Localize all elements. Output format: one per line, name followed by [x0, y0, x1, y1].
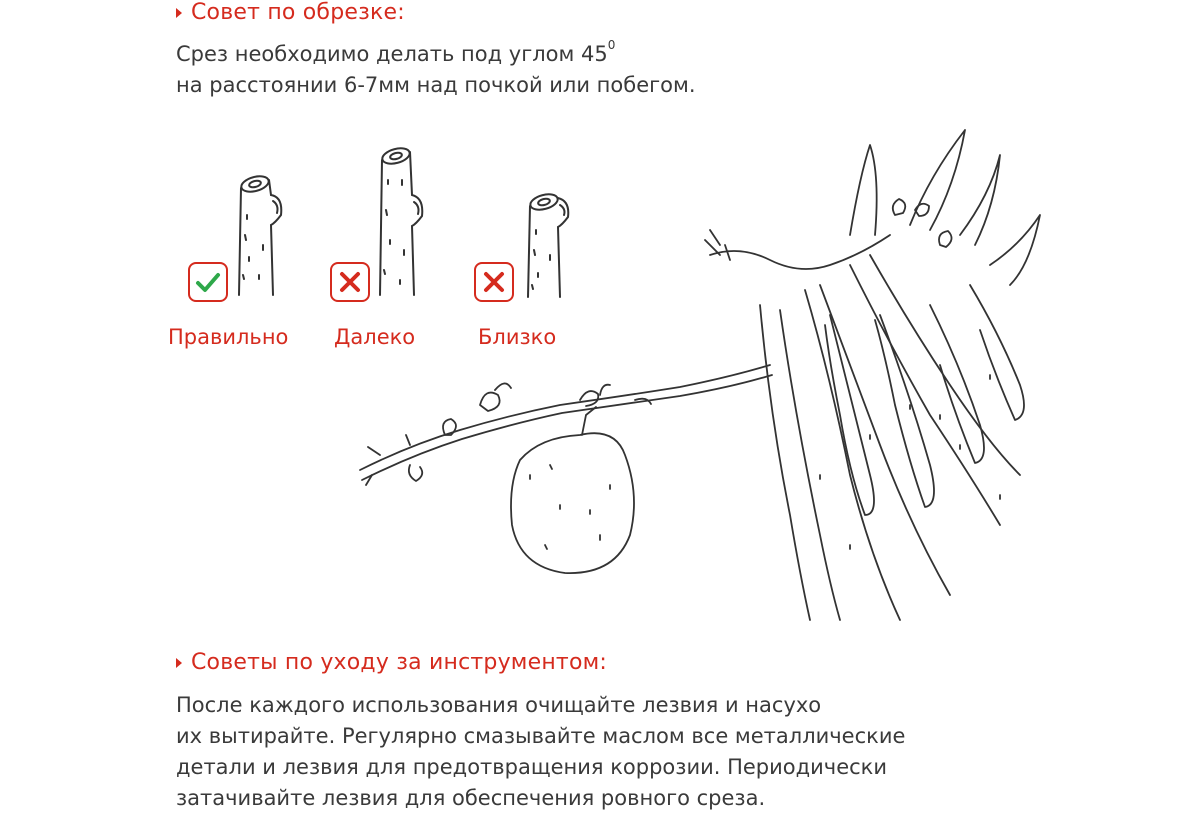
badge-correct: [188, 262, 228, 302]
fruit-tree-branch-illustration: [350, 115, 1050, 630]
care-tips-line: После каждого использования очищайте лезвия и насухо: [176, 693, 822, 717]
care-tips-line: их вытирайте. Регулярно смазывайте маслом все металлические: [176, 724, 906, 748]
trunk-left: [760, 305, 810, 620]
degree-superscript: 0: [607, 38, 616, 52]
fruit-outline: [511, 433, 634, 573]
caption-too-far: Далеко: [334, 325, 416, 349]
example-correct: [168, 165, 308, 365]
pruning-tip-line-2: на расстоянии 6-7мм над почкой или побегом.: [176, 73, 696, 97]
pruning-tip-heading-text: Совет по обрезке:: [191, 0, 405, 25]
pruning-tip-line-1-text: Срез необходимо делать под углом 45: [176, 42, 608, 66]
care-tips-text: [176, 690, 996, 814]
caption-correct: Правильно: [168, 325, 289, 349]
pruning-tip-heading: [176, 0, 405, 25]
branch-stub-correct-icon: [233, 165, 293, 305]
care-tips-line: затачивайте лезвия для обеспечения ровного среза.: [176, 786, 766, 810]
bullet-arrow-icon: [176, 658, 182, 668]
care-tips-line: детали и лезвия для предотвращения коррозии. Периодически: [176, 755, 888, 779]
pruning-tip-text: [176, 34, 816, 101]
pruning-tip-line-1: [176, 34, 816, 70]
care-tips-heading-text: Советы по уходу за инструментом:: [191, 650, 608, 675]
caption-too-close: Близко: [478, 325, 557, 349]
care-tips-heading: [176, 650, 607, 675]
check-icon: [194, 268, 222, 296]
bullet-arrow-icon: [176, 8, 182, 18]
